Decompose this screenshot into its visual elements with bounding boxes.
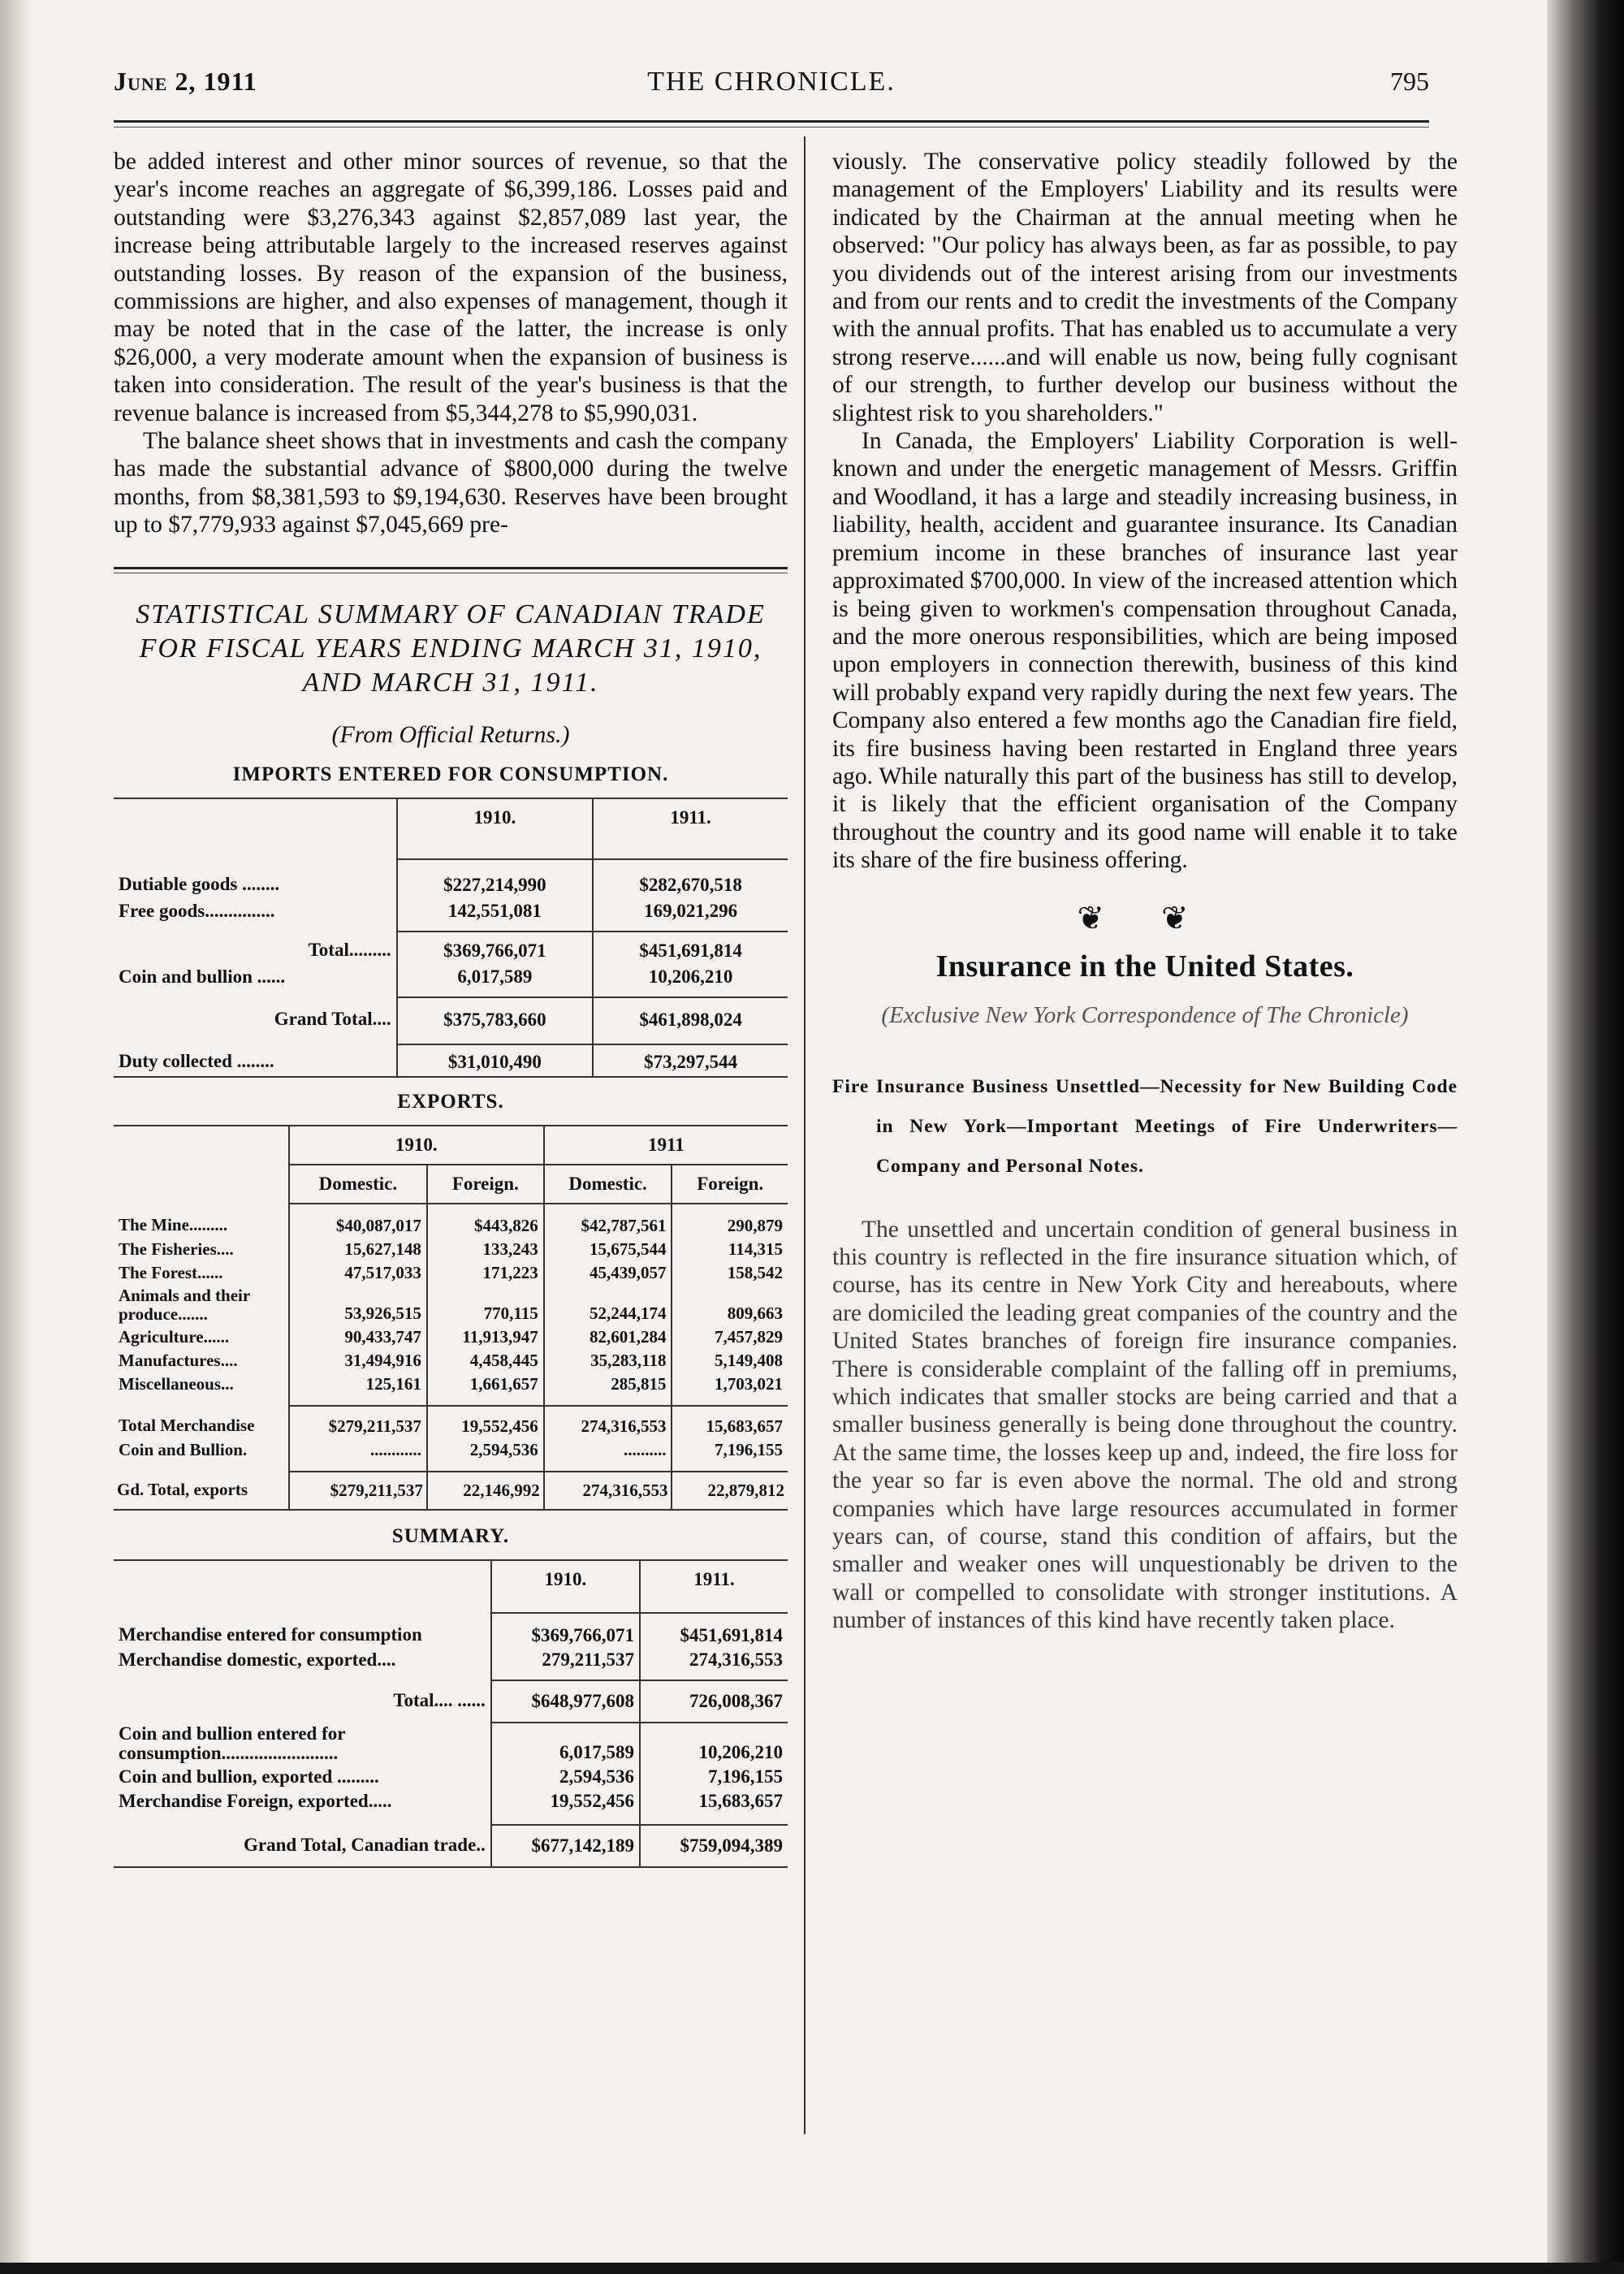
table-row — [114, 1472, 788, 1510]
cell-1911: 726,008,367 — [640, 1680, 788, 1723]
cell: $443,826 — [427, 1204, 544, 1238]
cell: 4,458,445 — [427, 1349, 544, 1373]
cell: 90,433,747 — [289, 1325, 427, 1349]
cell-1910: 6,017,589 — [397, 965, 594, 997]
summary-table — [114, 1559, 788, 1868]
right-paragraph-1: viously. The conservative policy steadily followed by the management of the Employers' Liability and its results were indicated by the Chairman at the annual meeting when he observed: "Our policy has always been, as far as possible, to pay you dividends out of the interest arising from our investments and from our rents and to credit the investments of the Company with the annual profits. That has enabled us to accumulate a very strong reserve......and will enable us now, being fully cognisant of our strength, to further develop our business without the slightest risk to you shareholders." — [832, 149, 1458, 426]
exports-year-1911: 1911 — [544, 1126, 788, 1165]
cell: .......... — [544, 1438, 672, 1472]
exports-heading: EXPORTS. — [397, 1090, 504, 1113]
cell: 15,683,657 — [672, 1406, 788, 1438]
imports-col-1911: 1911. — [593, 798, 788, 859]
row-label: Manufactures.... — [119, 1350, 238, 1370]
table-row — [114, 899, 788, 932]
cell-1910: $31,010,490 — [397, 1044, 594, 1077]
imports-heading: IMPORTS ENTERED FOR CONSUMPTION. — [232, 763, 669, 785]
cell: 274,316,553 — [544, 1406, 672, 1438]
cell: ............ — [289, 1438, 427, 1472]
page-edge-left — [0, 0, 32, 2274]
exports-table — [114, 1125, 788, 1511]
summary-col-1910: 1910. — [491, 1560, 640, 1613]
table-row — [114, 1204, 788, 1238]
insurance-article-subtitle: (Exclusive New York Correspondence of The Chronicle) — [881, 1001, 1409, 1028]
row-label: Total.... ...... — [393, 1689, 486, 1710]
table-row — [114, 859, 788, 899]
imports-col-1910: 1910. — [397, 798, 594, 859]
table-row — [114, 1325, 788, 1349]
cell: 52,244,174 — [544, 1285, 672, 1325]
table-row — [114, 1238, 788, 1261]
cell-1910: 279,211,537 — [491, 1648, 640, 1680]
imports-blank-header — [114, 798, 397, 859]
book-binding-edge — [1547, 0, 1624, 2274]
exports-blank-header — [114, 1126, 289, 1204]
issue-date: June 2, 1911 — [114, 67, 257, 96]
cell-1911: 15,683,657 — [640, 1789, 788, 1825]
row-label: Coin and bullion ...... — [119, 966, 286, 987]
cell: 114,315 — [672, 1238, 788, 1261]
exports-sub-domestic-1910: Domestic. — [289, 1165, 427, 1204]
row-label: Animals and their produce....... — [119, 1285, 250, 1324]
cell: $42,787,561 — [544, 1204, 672, 1238]
exports-year-1910: 1910. — [289, 1126, 544, 1165]
row-label: Grand Total, Canadian trade.. — [114, 1825, 491, 1867]
cell: 15,675,544 — [544, 1238, 672, 1261]
table-row — [114, 1723, 788, 1765]
cell-1911: 274,316,553 — [640, 1648, 788, 1680]
row-label: Merchandise domestic, exported.... — [119, 1649, 396, 1670]
page-edge-bottom — [0, 2263, 1624, 2274]
cell: 274,316,553 — [544, 1472, 672, 1510]
table-row — [114, 1406, 788, 1438]
cell: 5,149,408 — [672, 1349, 788, 1373]
cell: 1,661,657 — [427, 1373, 544, 1406]
summary-heading: SUMMARY. — [391, 1524, 510, 1547]
cell-1911: $451,691,814 — [640, 1613, 788, 1648]
row-label: Duty collected ........ — [114, 1044, 397, 1077]
cell: 290,879 — [672, 1204, 788, 1238]
left-paragraph-2: The balance sheet shows that in investments and cash the company has made the substantial advance of $800,000 during the twelve months, from $8,381,593 to $9,194,630. Reserves have been brought up to $7,779,933 against $7,045,669 pre- — [114, 428, 788, 538]
cell: 53,926,515 — [289, 1285, 427, 1325]
cell-1911: $759,094,389 — [640, 1825, 788, 1867]
page-number: 795 — [1390, 67, 1429, 96]
cell-1910: $369,766,071 — [491, 1613, 640, 1648]
table-row — [114, 1349, 788, 1373]
row-label: Miscellaneous... — [119, 1373, 234, 1394]
cell-1910: 2,594,536 — [491, 1765, 640, 1789]
cell: $40,087,017 — [289, 1204, 427, 1238]
cell-1910: $369,766,071 — [397, 932, 594, 965]
row-label: The Mine......... — [119, 1214, 228, 1234]
cell: 770,115 — [427, 1285, 544, 1325]
table-row — [114, 1285, 788, 1325]
fleuron-ornament: ❦ ❦ — [1077, 899, 1213, 936]
cell: 15,627,148 — [289, 1238, 427, 1261]
cell: 45,439,057 — [544, 1261, 672, 1285]
exports-sub-domestic-1911: Domestic. — [544, 1165, 672, 1204]
statistical-summary-source: (From Official Returns.) — [331, 720, 570, 748]
cell: 1,703,021 — [672, 1373, 788, 1406]
table-row — [114, 965, 788, 997]
table-row — [114, 997, 788, 1044]
publication-title: THE CHRONICLE. — [647, 67, 896, 97]
row-label: Dutiable goods ........ — [119, 873, 280, 894]
cell: 133,243 — [427, 1238, 544, 1261]
cell-1911: 10,206,210 — [640, 1723, 788, 1765]
insurance-article-title: Insurance in the United States. — [935, 949, 1354, 984]
cell-1910: $227,214,990 — [397, 859, 594, 899]
cell: 82,601,284 — [544, 1325, 672, 1349]
section-rule — [114, 567, 788, 573]
row-label: Coin and Bullion. — [119, 1439, 248, 1459]
row-label: Gd. Total, exports — [114, 1472, 289, 1510]
header-rule — [114, 120, 1429, 123]
cell: 19,552,456 — [427, 1406, 544, 1438]
row-label: Merchandise entered for consumption — [119, 1623, 422, 1645]
row-label: Grand Total.... — [274, 1008, 391, 1029]
left-paragraph-1: be added interest and other minor sources of revenue, so that the year's income reaches an aggregate of $6,399,186. Losses paid and outstanding were $3,276,343 against $2,857,089 last year, the increase being attributable largely to the increased reserves against outstanding losses. By reason of the expansion of the business, commissions are higher, and also expenses of management, though it may be noted that in the case of the latter, the increase is only $26,000, a very moderate amount when the expansion of business is taken into consideration. The result of the year's business is that the revenue balance is increased from $5,344,278 to $5,990,031. — [114, 149, 788, 426]
row-label: Total......... — [308, 939, 391, 960]
row-label: The Forest...... — [119, 1262, 223, 1282]
cell-1910: 19,552,456 — [491, 1789, 640, 1825]
row-label: Agriculture...... — [119, 1326, 230, 1347]
cell: 125,161 — [289, 1373, 427, 1406]
row-label: The Fisheries.... — [119, 1239, 234, 1259]
table-row — [114, 1789, 788, 1825]
summary-col-1911: 1911. — [640, 1560, 788, 1613]
cell-1911: $461,898,024 — [593, 997, 788, 1044]
cell: 22,146,992 — [427, 1472, 544, 1510]
cell: 158,542 — [672, 1261, 788, 1285]
cell-1910: 142,551,081 — [397, 899, 594, 932]
cell-1911: 10,206,210 — [593, 965, 788, 997]
cell: 11,913,947 — [427, 1325, 544, 1349]
cell: 35,283,118 — [544, 1349, 672, 1373]
cell: 7,457,829 — [672, 1325, 788, 1349]
table-row — [114, 1825, 788, 1867]
exports-sub-foreign-1910: Foreign. — [427, 1165, 544, 1204]
cell-1911: $282,670,518 — [593, 859, 788, 899]
table-row — [114, 1680, 788, 1723]
cell-1911: 7,196,155 — [640, 1765, 788, 1789]
insurance-article-body: The unsettled and uncertain condition of general business in this country is reflected in the fire insurance situation which, of course, has its centre in New York City and hereabouts, where are domiciled the leading great companies of the country and the United States branches of foreign fire insurance companies. There is considerable complaint of the falling off in premiums, which indicates that smaller stocks are being carried and that a smaller business generally is being done throughout the country. At the same time, the losses keep up and, indeed, the fire loss for the year so far is even above the normal. The old and strong companies which have large resources accumulated in former years can, of course, stand this condition of affairs, but the smaller and weaker ones will unquestionably be driven to the wall or compelled to consolidate with stronger institutions. A number of instances of this kind have recently taken place. — [832, 1216, 1458, 1634]
cell-1910: 6,017,589 — [491, 1723, 640, 1765]
cell-1911: $73,297,544 — [593, 1044, 788, 1077]
cell: 809,663 — [672, 1285, 788, 1325]
table-row — [114, 1648, 788, 1680]
table-row — [114, 1261, 788, 1285]
header-rule-thin — [114, 127, 1429, 128]
cell-1910: $375,783,660 — [397, 997, 594, 1044]
cell-1910: $648,977,608 — [491, 1680, 640, 1723]
table-row — [114, 932, 788, 965]
table-row — [114, 1373, 788, 1406]
cell: 31,494,916 — [289, 1349, 427, 1373]
table-row — [114, 1765, 788, 1789]
table-row — [114, 1613, 788, 1648]
left-column — [114, 148, 788, 1868]
cell: $279,211,537 — [289, 1472, 427, 1510]
imports-table — [114, 798, 788, 1078]
cell: 171,223 — [427, 1261, 544, 1285]
cell-1910: $677,142,189 — [491, 1825, 640, 1867]
table-row — [114, 1438, 788, 1472]
table-row — [114, 1044, 788, 1077]
row-label: Coin and bullion entered for consumption......................... — [119, 1723, 346, 1763]
cell: $279,211,537 — [289, 1406, 427, 1438]
row-label: Coin and bullion, exported ......... — [119, 1766, 379, 1787]
cell: 47,517,033 — [289, 1261, 427, 1285]
exports-sub-foreign-1911: Foreign. — [672, 1165, 788, 1204]
column-divider — [804, 136, 806, 2134]
row-label: Total Merchandise — [119, 1415, 255, 1435]
row-label: Free goods............... — [119, 900, 275, 921]
cell: 22,879,812 — [672, 1472, 788, 1510]
summary-blank-header — [114, 1560, 491, 1613]
cell: 2,594,536 — [427, 1438, 544, 1472]
statistical-summary-title: STATISTICAL SUMMARY OF CANADIAN TRADE FOR FISCAL YEARS ENDING MARCH 31, 1910, AND MARCH 31, 1911. — [136, 599, 766, 698]
cell-1911: $451,691,814 — [593, 932, 788, 965]
cell-1911: 169,021,296 — [593, 899, 788, 932]
cell: 285,815 — [544, 1373, 672, 1406]
cell: 7,196,155 — [672, 1438, 788, 1472]
right-column — [832, 148, 1458, 1635]
row-label: Merchandise Foreign, exported..... — [119, 1790, 392, 1811]
page-header — [114, 67, 1429, 104]
right-paragraph-2: In Canada, the Employers' Liability Corporation is well-known and under the energetic management of Messrs. Griffin and Woodland, it has a large and steadily increasing business, in liability, health, accident and guarantee insurance. Its Canadian premium income in these branches of insurance last year approximated $700,000. In view of the increased attention which is being given to workmen's compensation throughout Canada, and the more onerous responsibilities, which are being imposed upon employers in connection therewith, business of this kind will probably expand very rapidly during the next few years. The Company also entered a few months ago the Canadian fire field, its fire business having been restarted in England three years ago. While naturally this part of the business has still to develop, it is likely that the efficient organisation of the Company throughout the country and its good name will enable it to take its share of the fire business offering. — [832, 428, 1458, 874]
insurance-article-headline: Fire Insurance Business Unsettled—Necessity for New Building Code in New York—Important Meetings of Fire Underwriters—Company and Personal Notes. — [832, 1075, 1458, 1177]
